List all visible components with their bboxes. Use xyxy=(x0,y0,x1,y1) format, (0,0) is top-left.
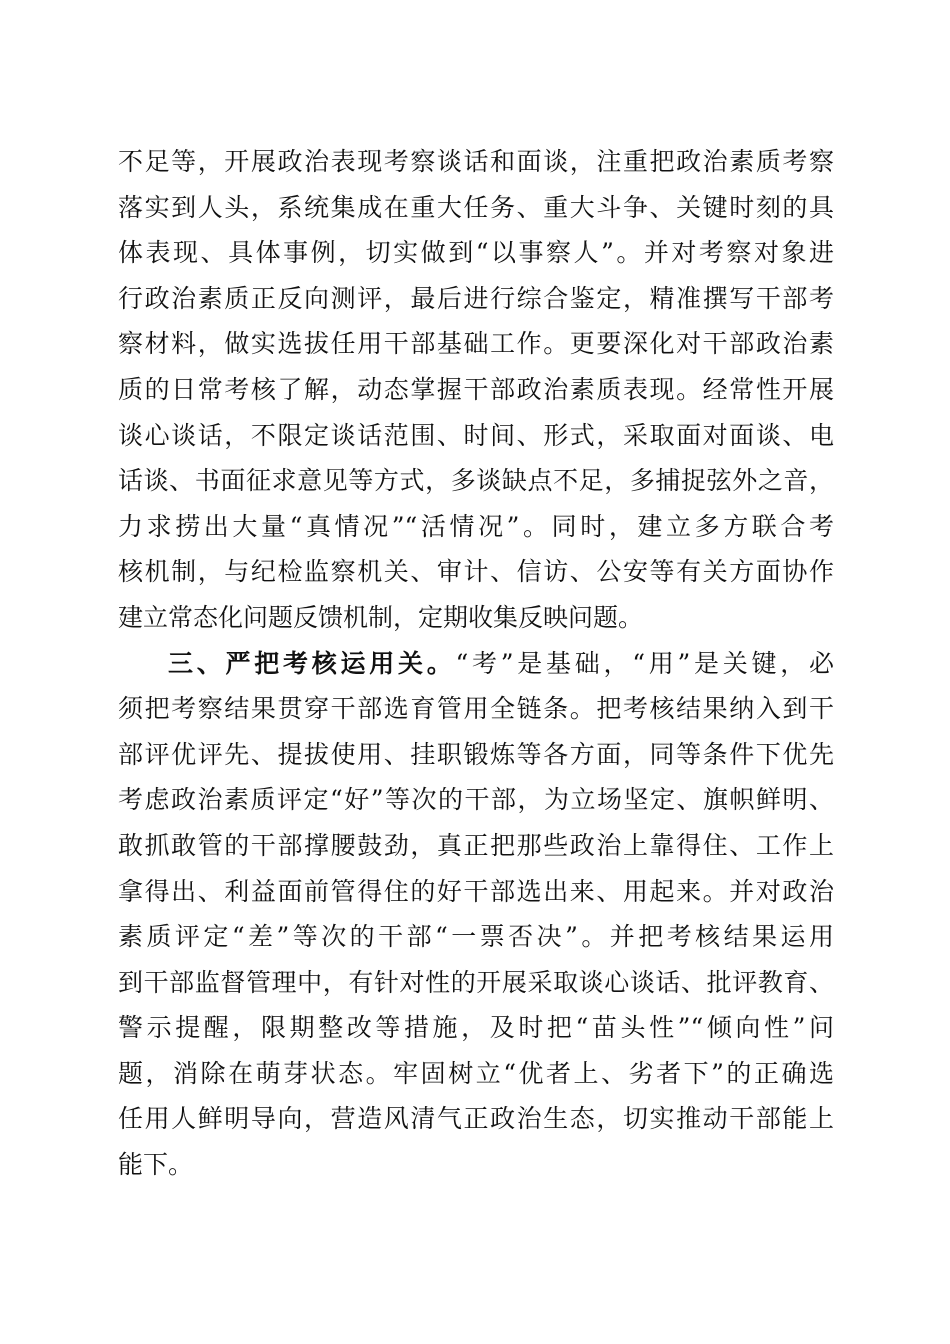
text-line: 落实到人头，系统集成在重大任务、重大斗争、关键时刻的具 xyxy=(118,192,834,222)
text-line-rest: “考”是基础，“用”是关键，必 xyxy=(455,648,834,678)
text-line: 建立常态化问题反馈机制，定期收集反映问题。 xyxy=(118,602,644,632)
text-line: 素质评定“差”等次的干部“一票否决”。并把考核结果运用 xyxy=(118,922,834,952)
text-line: 体表现、具体事例，切实做到“以事察人”。并对考察对象进 xyxy=(118,238,834,268)
text-line: 不足等，开展政治表现考察谈话和面谈，注重把政治素质考察 xyxy=(118,147,834,176)
document-page xyxy=(118,139,834,1188)
text-line: 敢抓敢管的干部撑腰鼓劲，真正把那些政治上靠得住、工作上 xyxy=(118,830,834,860)
paragraph-political-assessment xyxy=(118,139,834,641)
text-line xyxy=(118,641,834,687)
paragraph-assessment-application xyxy=(118,641,834,1188)
text-line: 须把考察结果贯穿干部选育管用全链条。把考核结果纳入到干 xyxy=(118,694,834,724)
text-line: 能下。 xyxy=(118,1150,194,1180)
text-line: 拿得出、利益面前管得住的好干部选出来、用起来。并对政治 xyxy=(118,876,834,906)
text-line: 到干部监督管理中，有针对性的开展采取谈心谈话、批评教育、 xyxy=(118,967,834,997)
text-line: 力求捞出大量“真情况”“活情况”。同时，建立多方联合考 xyxy=(118,511,834,541)
section-heading: 三、严把考核运用关。 xyxy=(168,648,456,678)
text-line: 考虑政治素质评定“好”等次的干部，为立场坚定、旗帜鲜明、 xyxy=(118,785,834,815)
text-line: 行政治素质正反向测评，最后进行综合鉴定，精准撰写干部考 xyxy=(118,283,834,313)
text-line: 题，消除在萌芽状态。牢固树立“优者上、劣者下”的正确选 xyxy=(118,1058,834,1088)
text-line: 质的日常考核了解，动态掌握干部政治素质表现。经常性开展 xyxy=(118,374,834,404)
text-line: 部评优评先、提拔使用、挂职锻炼等各方面，同等条件下优先 xyxy=(118,739,834,769)
text-line: 察材料，做实选拔任用干部基础工作。更要深化对干部政治素 xyxy=(118,329,834,359)
text-line: 谈心谈话，不限定谈话范围、时间、形式，采取面对面谈、电 xyxy=(118,420,834,450)
text-line: 核机制，与纪检监察机关、审计、信访、公安等有关方面协作 xyxy=(118,557,834,587)
text-line: 话谈、书面征求意见等方式，多谈缺点不足，多捕捉弦外之音， xyxy=(118,466,834,496)
text-line: 警示提醒，限期整改等措施，及时把“苗头性”“倾向性”问 xyxy=(118,1013,834,1043)
text-line: 任用人鲜明导向，营造风清气正政治生态，切实推动干部能上 xyxy=(118,1104,834,1134)
